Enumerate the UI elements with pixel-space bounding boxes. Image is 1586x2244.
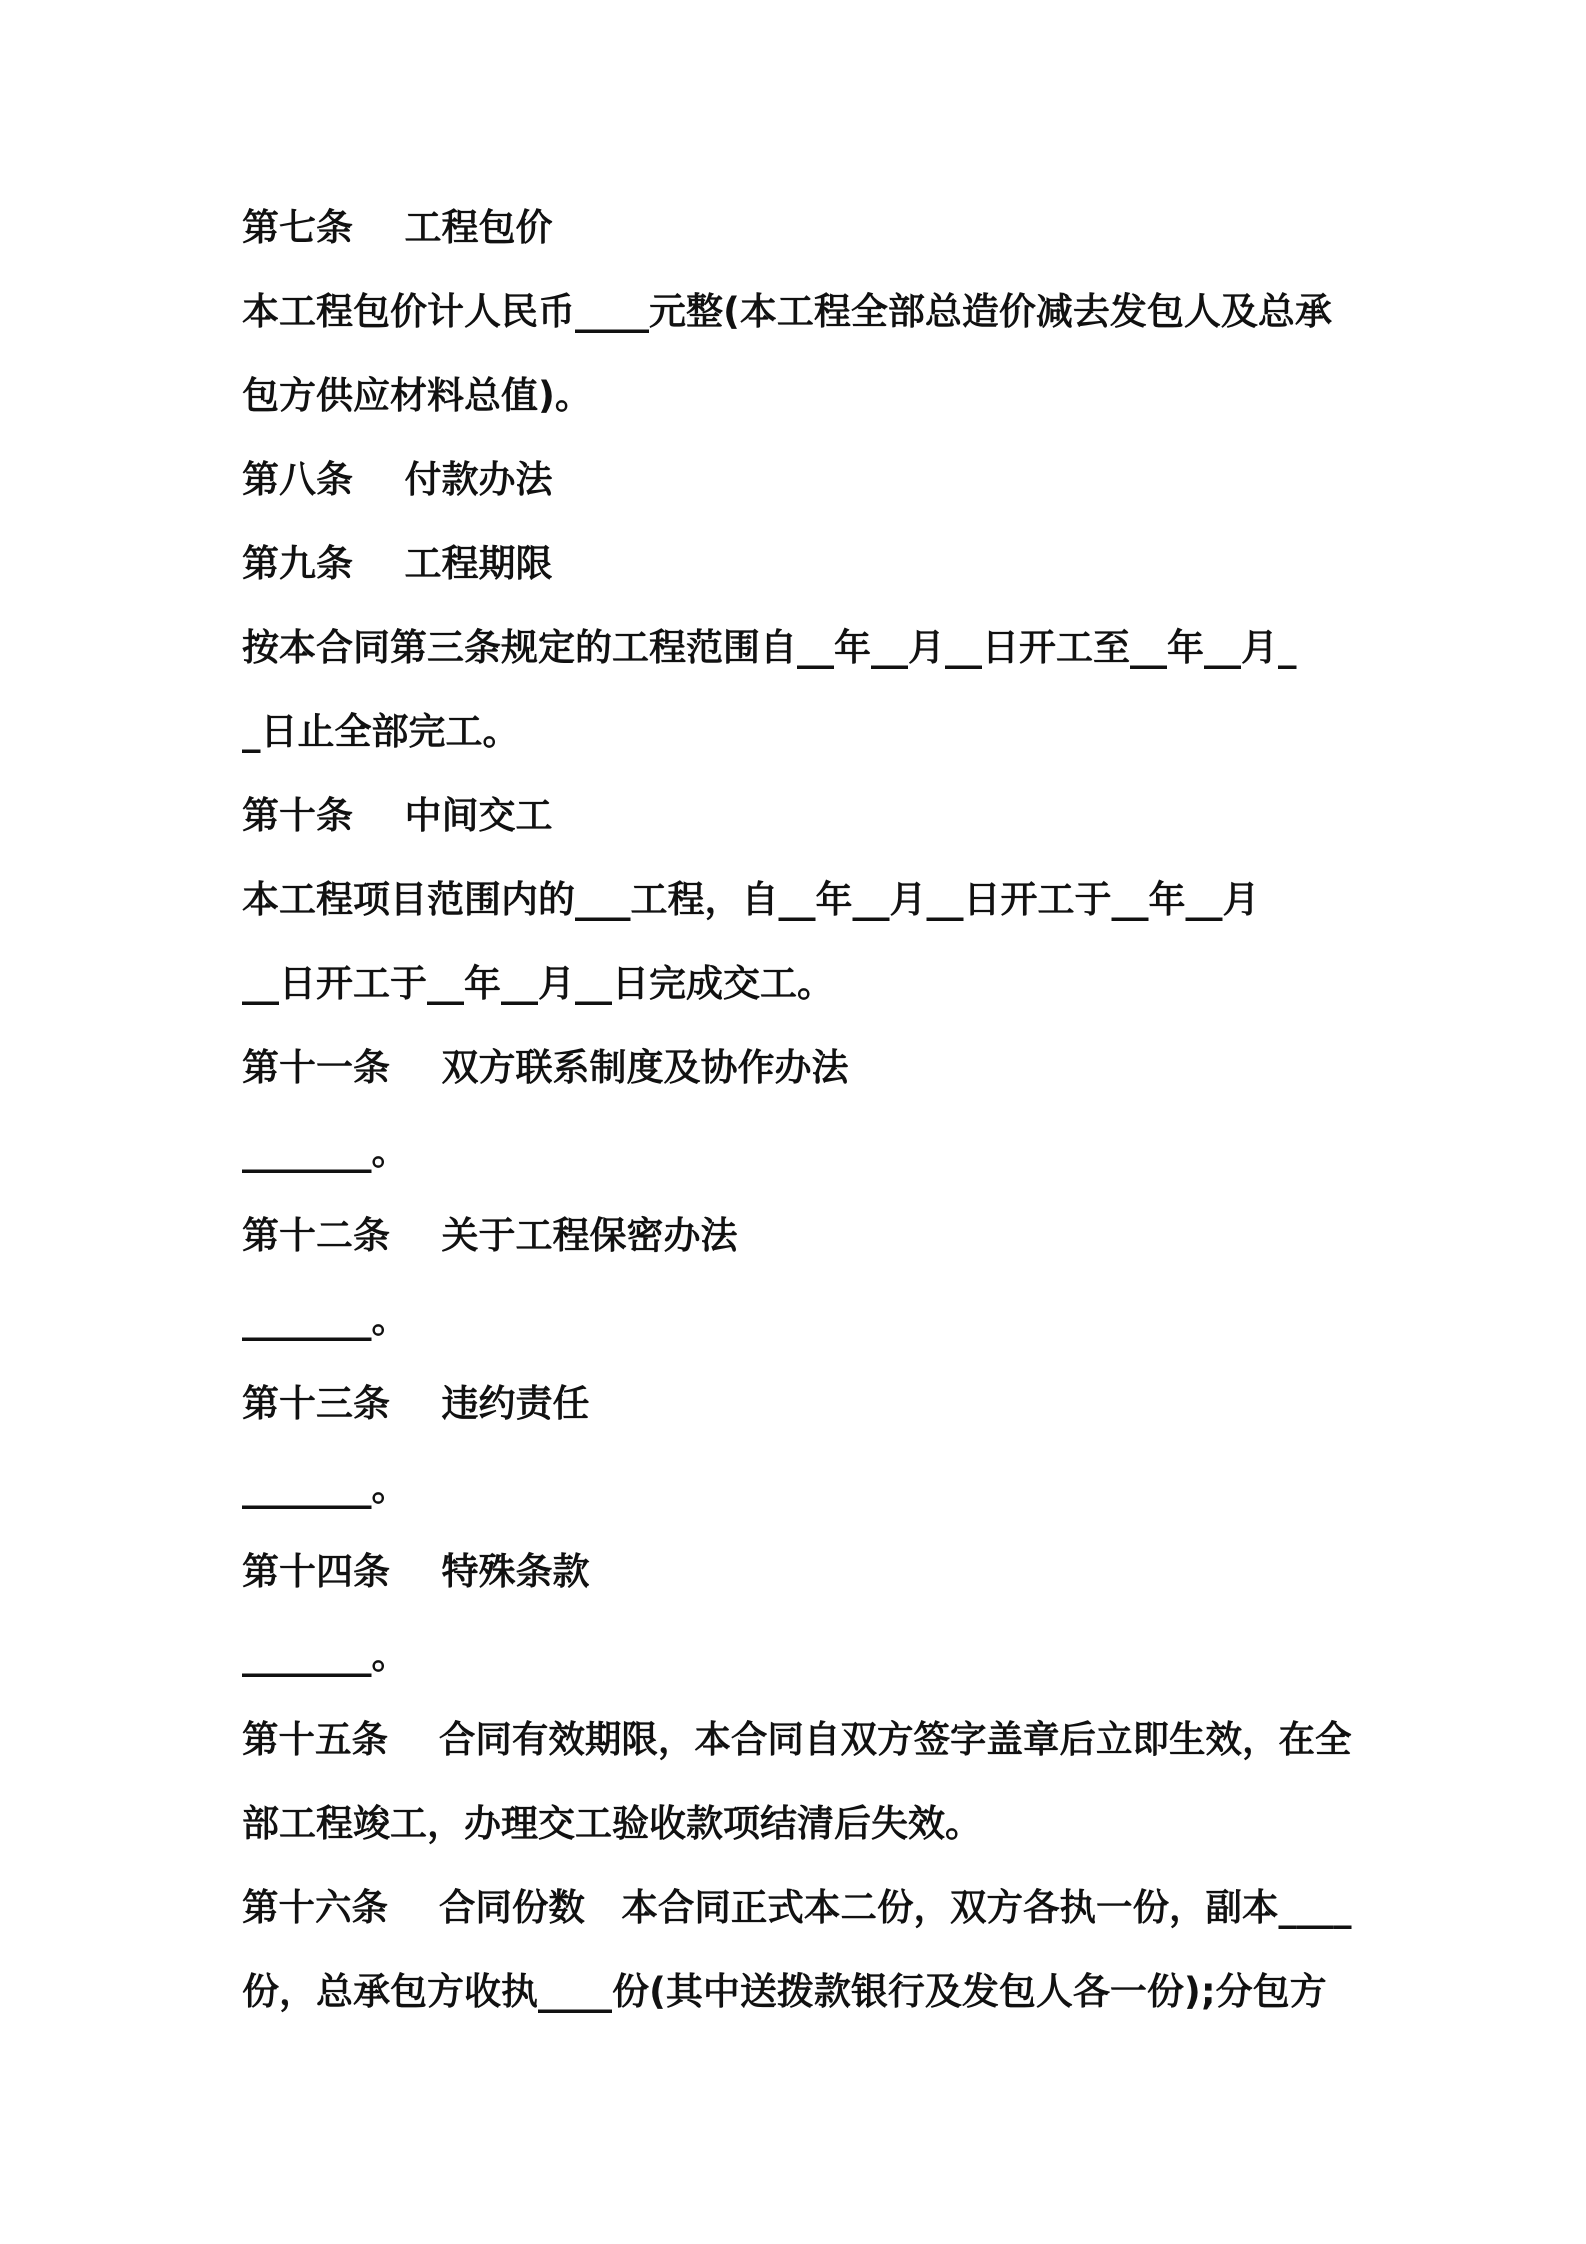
article-title: 关于工程保密办法: [441, 1214, 738, 1257]
article-number: 第十三条: [242, 1382, 390, 1425]
article-8-heading: [242, 456, 553, 504]
article-title: 合同份数 本合同正式本二份，双方各执一份，副本____: [438, 1886, 1352, 1929]
article-12-heading: [242, 1212, 738, 1260]
article-15-heading: [242, 1716, 1352, 1764]
paragraph-line: 部工程竣工，办理交工验收款项结清后失效。: [242, 1802, 982, 1845]
article-title: 特殊条款: [441, 1550, 590, 1593]
article-title: 合同有效期限，本合同自双方签字盖章后立即生效，在全: [438, 1718, 1352, 1761]
paragraph-line: 按本合同第三条规定的工程范围自__年__月__日开工至__年__月_: [242, 626, 1297, 669]
article-title: 工程包价: [404, 206, 553, 249]
paragraph-line: 包方供应材料总值)。: [242, 374, 592, 417]
article-10-heading: [242, 792, 553, 840]
article-13-heading: [242, 1380, 590, 1428]
article-number: 第九条: [242, 542, 353, 585]
article-number: 第八条: [242, 458, 353, 501]
paragraph-line: 本工程项目范围内的___工程，自__年__月__日开工于__年__月: [242, 878, 1260, 921]
article-number: 第十五条: [242, 1718, 389, 1761]
article-14-heading: [242, 1548, 590, 1596]
article-9-heading: [242, 540, 553, 588]
paragraph-line: 份，总承包方收执____份(其中送拨款银行及发包人各一份);分包方: [242, 1970, 1327, 2013]
paragraph-line: 本工程包价计人民币____元整(本工程全部总造价减去发包人及总承: [242, 290, 1332, 333]
article-number: 第十六条: [242, 1886, 389, 1929]
blank-fill-line: _______。: [242, 1634, 409, 1677]
article-number: 第十条: [242, 794, 353, 837]
article-number: 第十一条: [242, 1046, 390, 1089]
article-title: 双方联系制度及协作办法: [441, 1046, 849, 1089]
blank-fill-line: _______。: [242, 1130, 409, 1173]
article-16-heading: [242, 1884, 1352, 1932]
blank-fill-line: _______。: [242, 1466, 409, 1509]
article-number: 第十四条: [242, 1550, 390, 1593]
article-11-heading: [242, 1044, 849, 1092]
article-number: 第十二条: [242, 1214, 390, 1257]
article-title: 违约责任: [441, 1382, 590, 1425]
blank-fill-line: _______。: [242, 1298, 409, 1341]
paragraph-line: __日开工于__年__月__日完成交工。: [242, 962, 834, 1005]
article-title: 工程期限: [404, 542, 553, 585]
article-title: 中间交工: [404, 794, 553, 837]
article-number: 第七条: [242, 206, 353, 249]
article-7-heading: [242, 204, 553, 252]
paragraph-line: _日止全部完工。: [242, 710, 520, 753]
article-title: 付款办法: [404, 458, 553, 501]
